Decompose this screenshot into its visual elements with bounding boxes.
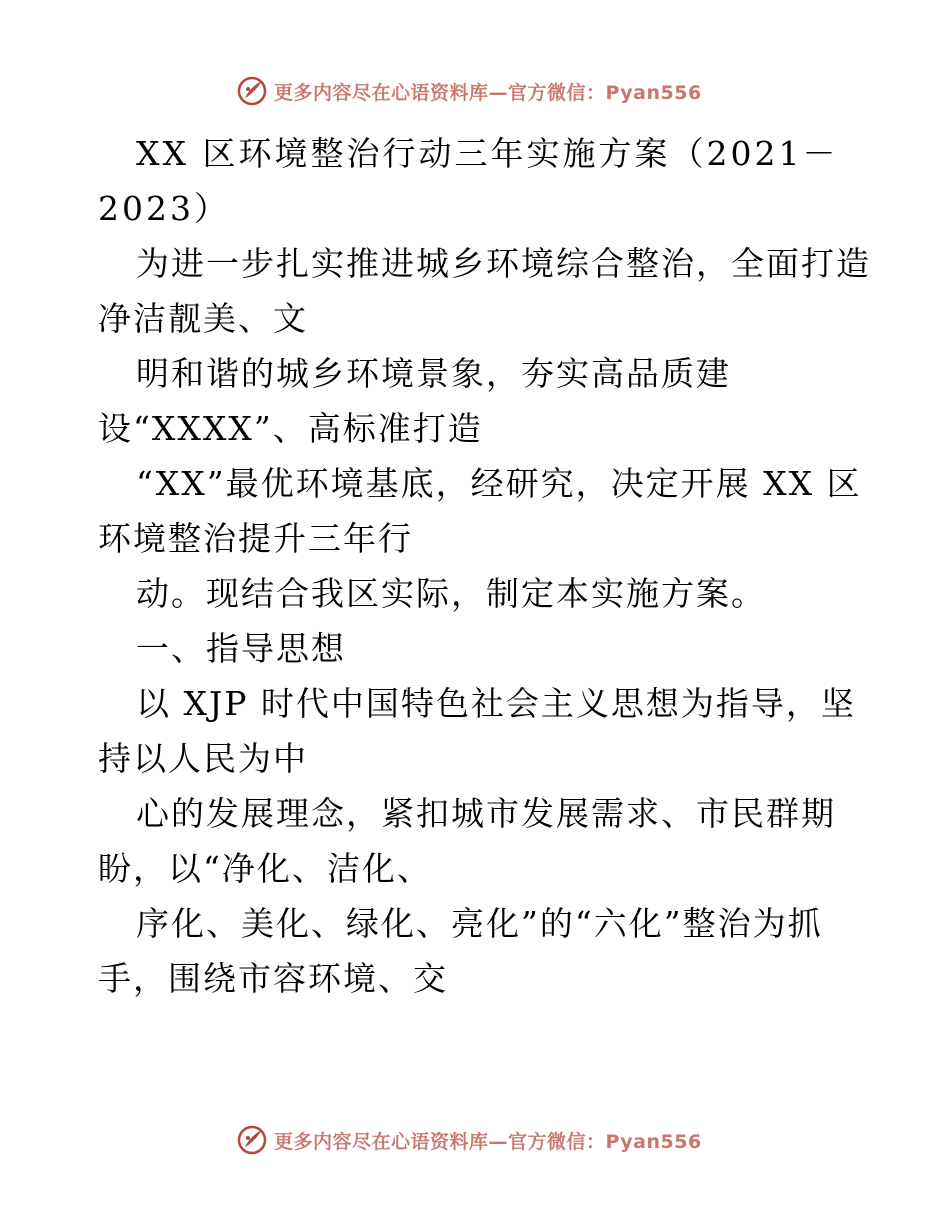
document-title-line-1: XX 区环境整治行动三年实施方案（2021－ — [136, 134, 839, 173]
paragraph-line: 心的发展理念，紧扣城市发展需求、市民群期 — [136, 794, 836, 833]
paragraph-line: 动。现结合我区实际，制定本实施方案。 — [136, 574, 766, 613]
watermark-text: 更多内容尽在心语资料库—官方微信：Pyan556 — [274, 81, 702, 104]
paragraph-line: “XX”最优环境基底，经研究，决定开展 XX 区 — [136, 464, 862, 503]
paragraph-line: 序化、美化、绿化、亮化”的“六化”整治为抓 — [136, 904, 823, 943]
quill-circle-logo — [236, 1124, 268, 1156]
section-heading: 一、指导思想 — [136, 629, 346, 668]
paragraph-line: 手，围绕市容环境、交 — [98, 959, 448, 998]
paragraph-line: 以 XJP 时代中国特色社会主义思想为指导，坚 — [136, 684, 856, 723]
paragraph-line: 明和谐的城乡环境景象，夯实高品质建 — [136, 354, 731, 393]
watermark-footer — [236, 1123, 702, 1157]
watermark-header — [236, 74, 702, 108]
paragraph-line: 持以人民为中 — [98, 739, 308, 778]
paragraph-line: 盼，以“净化、洁化、 — [98, 849, 432, 888]
paragraph-line: 净洁靓美、文 — [98, 299, 308, 338]
quill-circle-logo — [236, 75, 268, 107]
document-body — [98, 126, 871, 1006]
paragraph-line: 设“XXXX”、高标准打造 — [98, 409, 483, 448]
paragraph-line: 环境整治提升三年行 — [98, 519, 413, 558]
document-title-line-2: 2023） — [98, 189, 230, 228]
watermark-text: 更多内容尽在心语资料库—官方微信：Pyan556 — [274, 1130, 702, 1153]
paragraph-line: 为进一步扎实推进城乡环境综合整治，全面打造 — [136, 244, 871, 283]
